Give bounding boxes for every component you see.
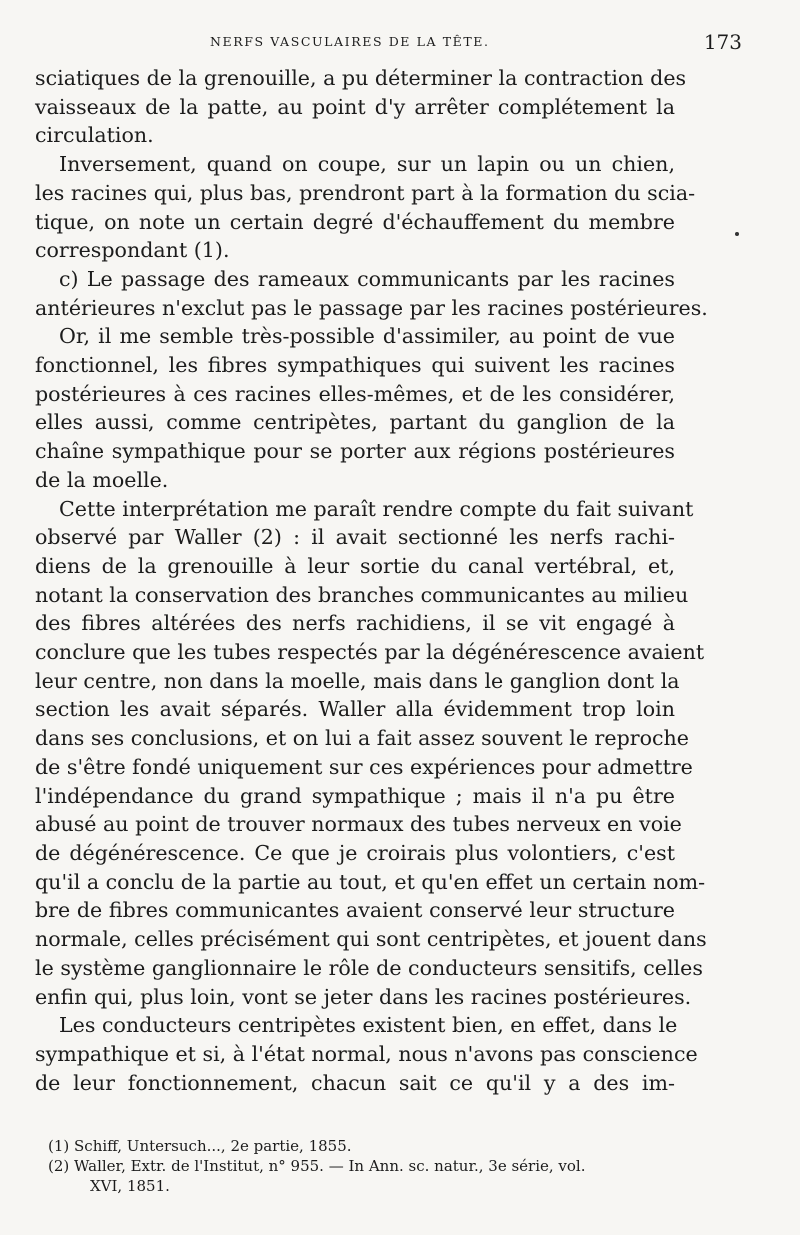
text-line: de dégénérescence. Ce que je croirais plus volontiers, c'est — [35, 840, 675, 865]
text-line: dans ses conclusions, et on lui a fait assez souvent le reproche — [35, 726, 689, 751]
text-line: c) Le passage des rameaux communicants par les racines — [59, 266, 675, 291]
footnote-1: (1) Schiff, Untersuch..., 2e partie, 1855. — [48, 1137, 352, 1155]
text-line: le système ganglionnaire le rôle de conducteurs sensitifs, celles — [35, 955, 703, 980]
text-line: de s'être fondé uniquement sur ces expériences pour admettre — [35, 754, 693, 779]
text-line: diens de la grenouille à leur sortie du canal vertébral, et, — [35, 553, 675, 578]
text-line: qu'il a conclu de la partie au tout, et qu'en effet un certain nom- — [35, 869, 706, 894]
text-line: bre de fibres communicantes avaient conservé leur structure — [35, 898, 675, 923]
text-line: vaisseaux de la patte, au point d'y arrêter complétement la — [35, 94, 675, 119]
text-line: antérieures n'exclut pas le passage par les racines postérieures. — [35, 295, 708, 320]
text-line: correspondant (1). — [35, 238, 230, 263]
text-line: fonctionnel, les fibres sympathiques qui suivent les racines — [35, 353, 675, 378]
text-line: chaîne sympathique pour se porter aux régions postérieures — [35, 439, 675, 464]
page-number: 173 — [703, 30, 742, 54]
text-line: l'indépendance du grand sympathique ; mais il n'a pu être — [35, 783, 675, 808]
text-line: postérieures à ces racines elles-mêmes, et de les considérer, — [35, 381, 675, 406]
text-line: Or, il me semble très-possible d'assimiler, au point de vue — [59, 324, 675, 349]
ink-smudge — [735, 232, 739, 236]
text-line: de la moelle. — [35, 467, 169, 492]
text-line: leur centre, non dans la moelle, mais dans le ganglion dont la — [35, 668, 680, 693]
text-line: sciatiques de la grenouille, a pu déterminer la contraction des — [35, 66, 687, 90]
text-line: Les conducteurs centripètes existent bien, en effet, dans le — [59, 1013, 678, 1038]
text-line: observé par Waller (2) : il avait sectionné les nerfs rachi- — [35, 525, 675, 550]
text-line: tique, on note un certain degré d'échauffement du membre — [35, 209, 675, 234]
text-line: Cette interprétation me paraît rendre compte du fait suivant — [59, 496, 694, 521]
running-title: NERFS VASCULAIRES DE LA TÊTE. — [210, 34, 490, 49]
text-line: section les avait séparés. Waller alla évidemment trop loin — [35, 697, 675, 722]
text-line: les racines qui, plus bas, prendront part à la formation du scia- — [35, 180, 696, 205]
text-line: Inversement, quand on coupe, sur un lapin ou un chien, — [59, 152, 675, 177]
footnotes — [48, 1136, 688, 1196]
body-text — [35, 64, 708, 1097]
text-line: notant la conservation des branches communicantes au milieu — [35, 582, 689, 607]
text-line: des fibres altérées des nerfs rachidiens, il se vit engagé à — [35, 611, 675, 636]
text-line: elles aussi, comme centripètes, partant du ganglion de la — [35, 410, 675, 435]
text-line: enfin qui, plus loin, vont se jeter dans les racines postérieures. — [35, 984, 692, 1009]
text-line: normale, celles précisément qui sont centripètes, et jouent dans — [35, 927, 707, 952]
text-line: sympathique et si, à l'état normal, nous n'avons pas conscience — [35, 1041, 698, 1066]
text-line: conclure que les tubes respectés par la dégénérescence avaient — [35, 640, 705, 665]
footnote-2-continuation: XVI, 1851. — [90, 1177, 170, 1195]
text-line: de leur fonctionnement, chacun sait ce qu'il y a des im- — [35, 1070, 675, 1095]
footnote-2: (2) Waller, Extr. de l'Institut, n° 955. — In Ann. sc. natur., 3e série, vol. — [48, 1157, 586, 1175]
running-head — [210, 30, 760, 56]
text-line: abusé au point de trouver normaux des tubes nerveux en voie — [35, 812, 682, 837]
text-line: circulation. — [35, 123, 154, 148]
